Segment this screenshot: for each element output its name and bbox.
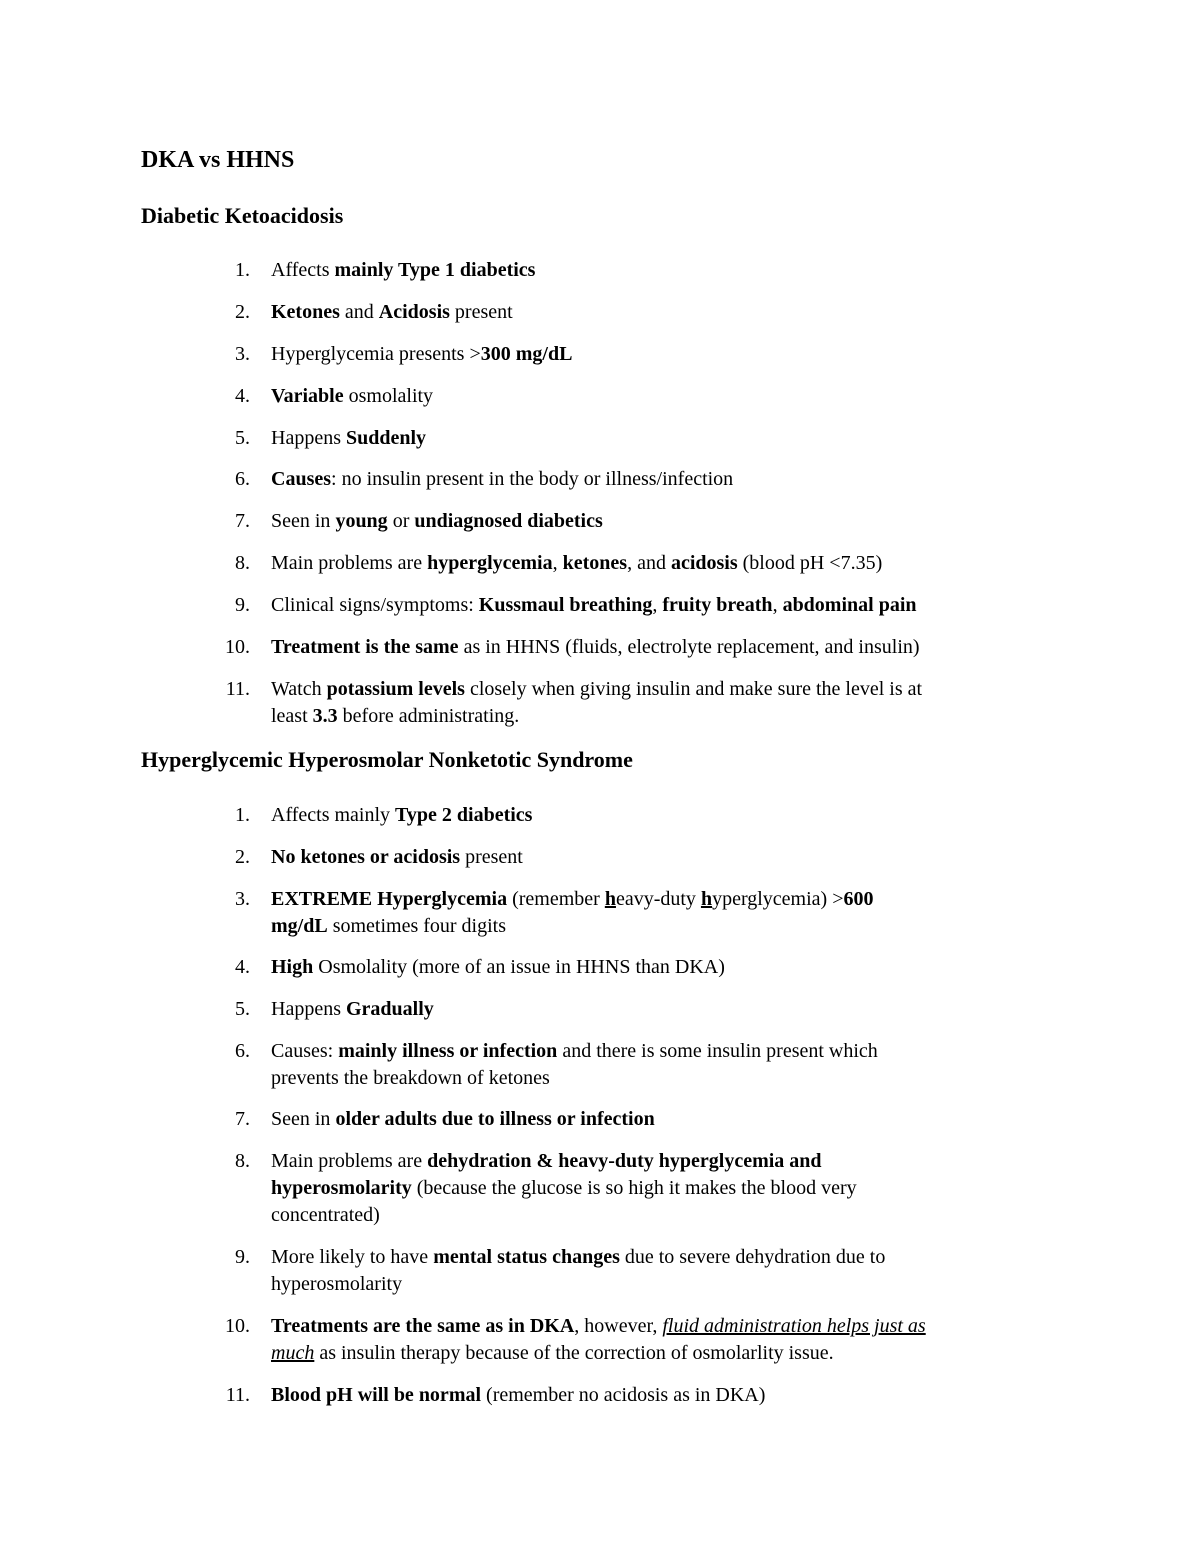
bold-text: Kussmaul breathing bbox=[478, 594, 653, 616]
bold-text: Treatments are the same as in DKA bbox=[271, 1315, 575, 1337]
list-item-text bbox=[271, 466, 1071, 493]
bold-text: young bbox=[335, 510, 388, 532]
bold-text: potassium levels bbox=[326, 678, 465, 700]
text-run: Causes: bbox=[271, 1040, 339, 1062]
bold-text: Type 2 diabetics bbox=[395, 804, 533, 826]
section-heading-hhns: Hyperglycemic Hyperosmolar Nonketotic Syndrome bbox=[141, 747, 633, 772]
bold-text: Suddenly bbox=[345, 427, 427, 449]
list-item-text bbox=[271, 1148, 1071, 1229]
text-run: due to severe dehydration due to hyperosmolarity bbox=[271, 1246, 886, 1295]
text-run: sometimes four digits bbox=[327, 915, 507, 937]
text-run: present bbox=[460, 846, 523, 868]
bold-text: dehydration & heavy-duty hyperglycemia and hyperosmolarity bbox=[271, 1150, 822, 1199]
text-run: as insulin therapy because of the correction of osmolarlity issue. bbox=[314, 1342, 834, 1364]
list-item-number: 11. bbox=[225, 1384, 250, 1406]
underlined-letter: h bbox=[604, 888, 616, 910]
bold-text: 600 mg/dL bbox=[271, 888, 874, 937]
list-item-text bbox=[271, 383, 1071, 410]
bold-text: Causes bbox=[271, 468, 332, 490]
text-run: before administrating. bbox=[337, 705, 520, 727]
list-item-text bbox=[271, 802, 1071, 829]
text-run: Main problems are bbox=[271, 552, 428, 574]
bold-text: Variable bbox=[271, 385, 344, 407]
text-run: (blood pH <7.35) bbox=[737, 552, 883, 574]
list-item-text bbox=[271, 425, 1071, 452]
document-title: DKA vs HHNS bbox=[141, 147, 295, 173]
list-item-text bbox=[271, 1313, 1071, 1367]
text-run: Seen in bbox=[271, 1108, 336, 1130]
list-item-number: 3. bbox=[235, 343, 250, 365]
bold-text: Acidosis bbox=[378, 301, 450, 323]
text-run: and bbox=[339, 301, 379, 323]
text-run: Watch bbox=[271, 678, 327, 700]
bold-text: EXTREME Hyperglycemia bbox=[271, 888, 508, 910]
list-item-number: 11. bbox=[225, 678, 250, 700]
text-run: osmolality bbox=[343, 385, 434, 407]
bold-text: Treatment is the same bbox=[271, 636, 459, 658]
bold-text: ketones bbox=[562, 552, 628, 574]
text-run: , bbox=[772, 594, 783, 616]
list-item-text bbox=[271, 886, 1071, 940]
text-run: (remember bbox=[507, 888, 605, 910]
text-run: (because the glucose is so high it makes the blood very concentrated) bbox=[271, 1177, 857, 1226]
list-item-number: 4. bbox=[235, 385, 250, 407]
text-run: , bbox=[652, 594, 663, 616]
text-run: Clinical signs/symptoms: bbox=[271, 594, 479, 616]
bold-text: older adults due to illness or infection bbox=[335, 1108, 655, 1130]
list-item-number: 5. bbox=[235, 998, 250, 1020]
text-run: Hyperglycemia presents > bbox=[271, 343, 481, 365]
bold-text: 300 mg/dL bbox=[480, 343, 573, 365]
list-item-number: 6. bbox=[235, 1040, 250, 1062]
section-heading-dka: Diabetic Ketoacidosis bbox=[141, 203, 344, 228]
text-run: More likely to have bbox=[271, 1246, 434, 1268]
list-item-number: 2. bbox=[235, 301, 250, 323]
text-run: yperglycemia) > bbox=[712, 888, 844, 910]
text-run: as in HHNS (fluids, electrolyte replacement, and insulin) bbox=[458, 636, 920, 658]
list-item-number: 8. bbox=[235, 1150, 250, 1172]
list-item-text bbox=[271, 676, 1071, 730]
list-item-number: 6. bbox=[235, 468, 250, 490]
emphasized-text: fluid administration helps just as much bbox=[271, 1315, 926, 1364]
list-item-text bbox=[271, 550, 1071, 577]
list-item-text bbox=[271, 954, 1071, 981]
underlined-letter: h bbox=[700, 888, 713, 910]
list-item-text bbox=[271, 299, 1071, 326]
bold-text: acidosis bbox=[670, 552, 738, 574]
list-item-number: 3. bbox=[235, 888, 250, 910]
text-run: Main problems are bbox=[271, 1150, 428, 1172]
bold-text: Ketones bbox=[271, 301, 340, 323]
text-run: present bbox=[449, 301, 513, 323]
text-run: Happens bbox=[271, 427, 346, 449]
text-run: : no insulin present in the body or illness/infection bbox=[331, 468, 734, 490]
list-item-text bbox=[271, 996, 1071, 1023]
list-item-text bbox=[271, 592, 1071, 619]
list-item-number: 9. bbox=[235, 1246, 250, 1268]
text-run: Happens bbox=[271, 998, 346, 1020]
bold-text: High bbox=[271, 956, 314, 978]
bold-text: Gradually bbox=[345, 998, 434, 1020]
list-item-number: 1. bbox=[235, 259, 250, 281]
list-item-text bbox=[271, 1382, 1071, 1409]
text-run: (remember no acidosis as in DKA) bbox=[481, 1384, 766, 1406]
text-run: , however, bbox=[574, 1315, 663, 1337]
list-item-number: 2. bbox=[235, 846, 250, 868]
list-item-text bbox=[271, 1038, 1071, 1092]
bold-text: undiagnosed diabetics bbox=[414, 510, 603, 532]
text-run: Seen in bbox=[271, 510, 336, 532]
bold-text: mainly illness or infection bbox=[338, 1040, 558, 1062]
bold-text: 3.3 bbox=[312, 705, 338, 727]
text-run: , and bbox=[627, 552, 671, 574]
text-run: or bbox=[387, 510, 415, 532]
bold-text: Blood pH will be normal bbox=[271, 1384, 482, 1406]
list-item-text bbox=[271, 844, 1071, 871]
list-item-number: 5. bbox=[235, 427, 250, 449]
bold-text: hyperglycemia bbox=[427, 552, 553, 574]
list-item-number: 7. bbox=[235, 510, 250, 532]
text-run: eavy-duty bbox=[615, 888, 701, 910]
bold-text: No ketones or acidosis bbox=[271, 846, 461, 868]
list-item-text bbox=[271, 1106, 1071, 1133]
text-run: closely when giving insulin and make sure the level is at least bbox=[271, 678, 923, 727]
list-item-number: 8. bbox=[235, 552, 250, 574]
list-item-number: 10. bbox=[225, 636, 250, 658]
list-item-text bbox=[271, 341, 1071, 368]
list-item-text bbox=[271, 634, 1071, 661]
text-run: Affects mainly bbox=[271, 804, 396, 826]
text-run: Affects bbox=[271, 259, 335, 281]
list-item-number: 7. bbox=[235, 1108, 250, 1130]
text-run: Osmolality (more of an issue in HHNS than DKA) bbox=[313, 956, 725, 978]
list-item-text bbox=[271, 508, 1071, 535]
list-item-text bbox=[271, 1244, 1071, 1298]
text-run: and there is some insulin present which prevents the breakdown of ketones bbox=[271, 1040, 878, 1089]
bold-text: abdominal pain bbox=[782, 594, 917, 616]
text-run: , bbox=[552, 552, 563, 574]
bold-text: fruity breath bbox=[662, 594, 773, 616]
list-item-number: 4. bbox=[235, 956, 250, 978]
bold-text: mainly Type 1 diabetics bbox=[334, 259, 536, 281]
list-item-text bbox=[271, 257, 1071, 284]
list-item-number: 10. bbox=[225, 1315, 250, 1337]
bold-text: mental status changes bbox=[433, 1246, 620, 1268]
list-item-number: 9. bbox=[235, 594, 250, 616]
list-item-number: 1. bbox=[235, 804, 250, 826]
